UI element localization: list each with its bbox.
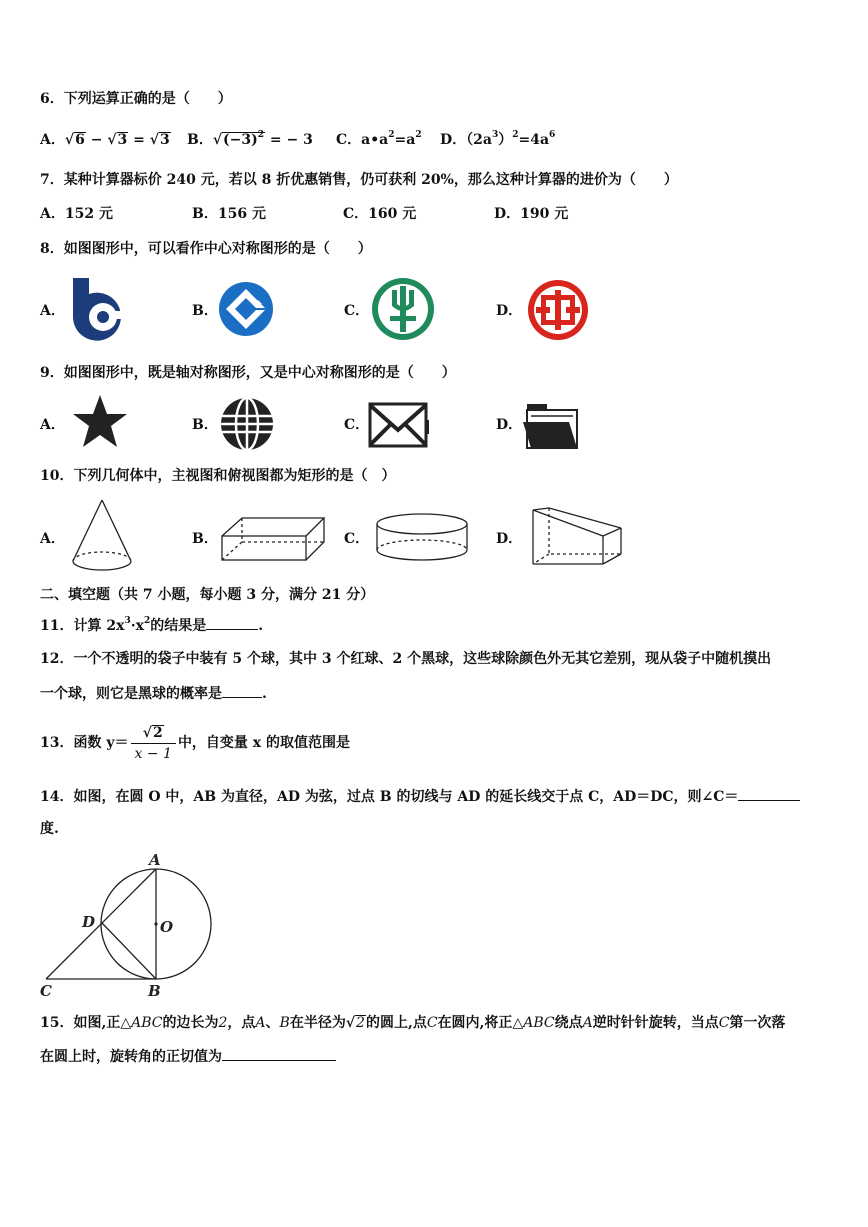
q12-line2: 一个球，则它是黑球的概率是 . — [40, 683, 267, 703]
bank-of-communications-logo-icon — [69, 276, 131, 342]
q7-stem: 7．某种计算器标价 240 元，若以 8 折优惠销售，仍可获利 20%，那么这种计算器的进价为（ ） — [40, 172, 678, 188]
envelope-icon — [368, 402, 430, 448]
q6-option-a: A．√6 − √3 = √3 — [40, 132, 170, 148]
q13-fraction: $\frac{√2}{x - 1}$ — [131, 723, 176, 764]
q11-stem: 11．计算 $2x^3\cdot x^2$的结果是 . — [40, 616, 264, 634]
q6-option-b: B．$√(-3)^2$ = − 3 — [187, 130, 313, 148]
point-a-label: A — [149, 851, 161, 869]
folder-icon — [521, 402, 581, 450]
triangular-prism-icon — [527, 506, 625, 568]
q14-line1: 14．如图，在圆 O 中，AB 为直径，AD 为弦，过点 B 的切线与 AD 的延长线交于点 C，AD＝DC，则∠C＝ — [40, 786, 800, 806]
q10-label-c: C． — [344, 531, 370, 547]
q6-option-c: C．$a•a^2=a^2$ — [336, 130, 422, 148]
icbc-logo-icon — [525, 278, 591, 342]
point-o-label: O — [160, 918, 174, 936]
q11-answer-blank[interactable] — [206, 615, 258, 630]
cone-icon — [70, 497, 134, 575]
q10-label-b: B． — [192, 531, 218, 547]
q7-option-d: D．190 元 — [494, 206, 569, 222]
point-d-label: D — [82, 913, 96, 931]
star-icon — [71, 393, 129, 451]
china-construction-bank-logo-icon — [218, 280, 274, 338]
q8-label-b: B． — [192, 303, 218, 319]
q6-stem: 6．下列运算正确的是（ ） — [40, 91, 232, 107]
point-c-label: C — [40, 982, 52, 1000]
q7-option-b: B．156 元 — [192, 206, 266, 222]
q15-answer-blank[interactable] — [222, 1046, 336, 1061]
q13-stem: 13．函数 y＝ $\frac{√2}{x - 1}$ 中，自变量 x 的取值范围是 — [40, 724, 351, 762]
q10-label-d: D． — [496, 531, 523, 547]
q7-option-c: C．160 元 — [343, 206, 417, 222]
globe-icon — [219, 396, 275, 452]
q9-label-c: C． — [344, 417, 370, 433]
q7-option-a: A．152 元 — [40, 206, 113, 222]
q9-label-d: D． — [496, 417, 523, 433]
q6-option-d: D．$(2a^3)^2=4a^6$ — [440, 130, 556, 148]
q14-answer-blank[interactable] — [738, 786, 800, 801]
circle-tangent-diagram — [36, 850, 218, 1000]
q9-label-b: B． — [192, 417, 218, 433]
q8-label-d: D． — [496, 303, 523, 319]
q8-label-c: C． — [344, 303, 370, 319]
q8-label-a: A． — [40, 303, 65, 319]
agricultural-bank-logo-icon — [370, 276, 436, 342]
q14-line2: 度. — [40, 821, 59, 837]
q10-stem: 10．下列几何体中，主视图和俯视图都为矩形的是（ ） — [40, 468, 396, 484]
q8-stem: 8．如图图形中，可以看作中心对称图形的是（ ） — [40, 241, 372, 257]
q15-line2: 在圆上时，旋转角的正切值为 — [40, 1046, 336, 1066]
point-b-label: B — [148, 982, 161, 1000]
q12-answer-blank[interactable] — [222, 683, 262, 698]
cylinder-icon — [374, 511, 470, 563]
q15-line1: 15．如图,正△ABC的边长为2，点A、B在半径为√2的圆上,点C在圆内,将正△ABC绕点A逆时针针旋转，当点C第一次落 — [40, 1015, 786, 1031]
section-2-heading: 二、填空题（共 7 小题，每小题 3 分，满分 21 分） — [40, 587, 375, 603]
cuboid-icon — [216, 514, 328, 564]
q9-label-a: A． — [40, 417, 65, 433]
q12-line1: 12．一个不透明的袋子中装有 5 个球，其中 3 个红球、2 个黑球，这些球除颜色外无其它差别，现从袋子中随机摸出 — [40, 651, 772, 667]
q10-label-a: A． — [40, 531, 65, 547]
q9-stem: 9．如图图形中，既是轴对称图形，又是中心对称图形的是（ ） — [40, 365, 456, 381]
